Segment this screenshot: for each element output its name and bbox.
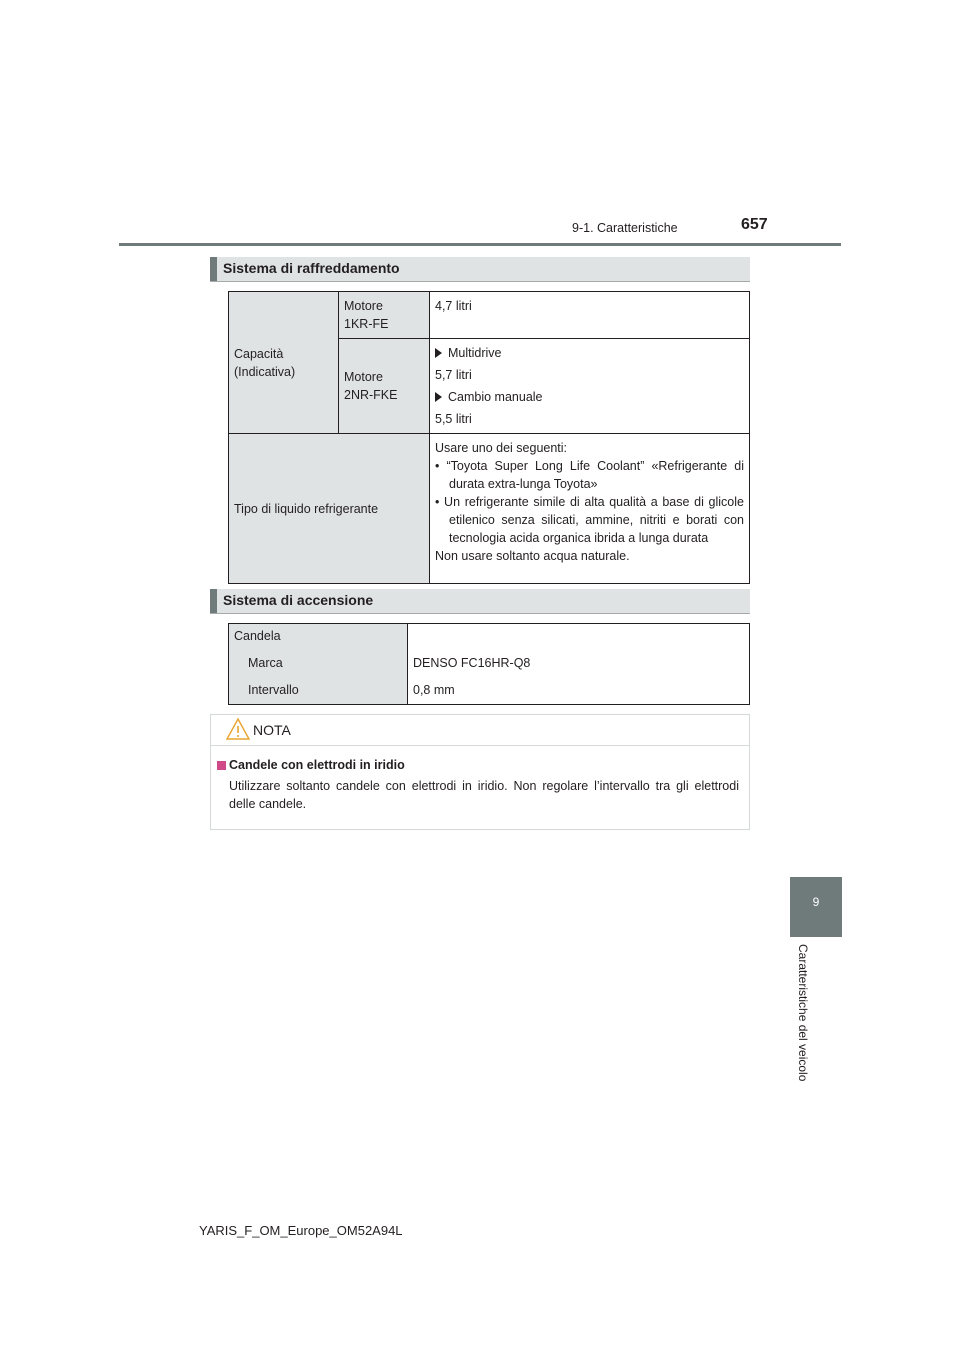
- option-multidrive: Multidrive: [448, 346, 502, 360]
- page-number: 657: [741, 216, 768, 233]
- chapter-number: 9: [812, 895, 820, 909]
- coolant-type-value: [430, 434, 750, 584]
- ignition-table: [228, 623, 750, 705]
- heading-bar: [210, 257, 217, 281]
- heading-bar: [210, 589, 217, 613]
- square-bullet-icon: [217, 761, 226, 770]
- coolant-type-label: Tipo di liquido refrigerante: [229, 434, 430, 584]
- cooling-section-heading: [210, 257, 750, 282]
- engine-1kr-label: Motore 1KR-FE: [339, 292, 430, 339]
- engine-2nr-values: [430, 339, 750, 434]
- capacity-label: Capacità (Indicativa): [229, 292, 339, 434]
- spark-plug-label: Candela: [234, 629, 281, 643]
- engine-1kr-value: 4,7 litri: [430, 292, 750, 339]
- value-manual: 5,5 litri: [435, 412, 472, 426]
- gap-value: 0,8 mm: [413, 683, 455, 697]
- nota-label: NOTA: [253, 722, 291, 738]
- spark-plug-values: [408, 624, 750, 705]
- brand-value: DENSO FC16HR-Q8: [413, 656, 531, 670]
- ignition-section-title: Sistema di accensione: [223, 592, 374, 608]
- option-manual: Cambio manuale: [448, 390, 543, 404]
- triangle-bullet-icon: [435, 392, 442, 402]
- coolant-item: • “Toyota Super Long Life Coolant” «Refrigerante di durata extra-lunga Toyota»: [435, 459, 744, 491]
- cooling-section-title: Sistema di raffreddamento: [223, 260, 400, 276]
- cooling-table: [228, 291, 750, 584]
- warning-icon: [226, 718, 250, 740]
- nota-text: Utilizzare soltanto candele con elettrodi in iridio. Non regolare l’intervallo tra gli elettrodi delle candele.: [229, 779, 739, 811]
- coolant-intro: Usare uno dei seguenti:: [435, 441, 568, 455]
- header-rule: [119, 243, 841, 246]
- brand-label: Marca: [248, 656, 283, 670]
- ignition-section-heading: [210, 589, 750, 614]
- nota-header: [211, 715, 749, 746]
- spark-plug-label-cell: [229, 624, 408, 705]
- value-multidrive: 5,7 litri: [435, 368, 472, 382]
- footer-code: YARIS_F_OM_Europe_OM52A94L: [199, 1223, 403, 1238]
- coolant-note: Non usare soltanto acqua naturale.: [435, 549, 630, 563]
- chapter-label: Caratteristiche del veicolo: [796, 944, 810, 1082]
- triangle-bullet-icon: [435, 348, 442, 358]
- nota-title: Candele con elettrodi in iridio: [229, 758, 405, 772]
- coolant-item: • Un refrigerante simile di alta qualità a base di glicole etilenico senza silicati, ammine, nitriti e borati con tecnologia acida organica ibrida a lunga durata: [435, 495, 744, 545]
- nota-box: [210, 714, 750, 830]
- gap-label: Intervallo: [248, 683, 299, 697]
- engine-2nr-label: Motore 2NR-FKE: [339, 339, 430, 434]
- section-title: 9-1. Caratteristiche: [572, 221, 678, 235]
